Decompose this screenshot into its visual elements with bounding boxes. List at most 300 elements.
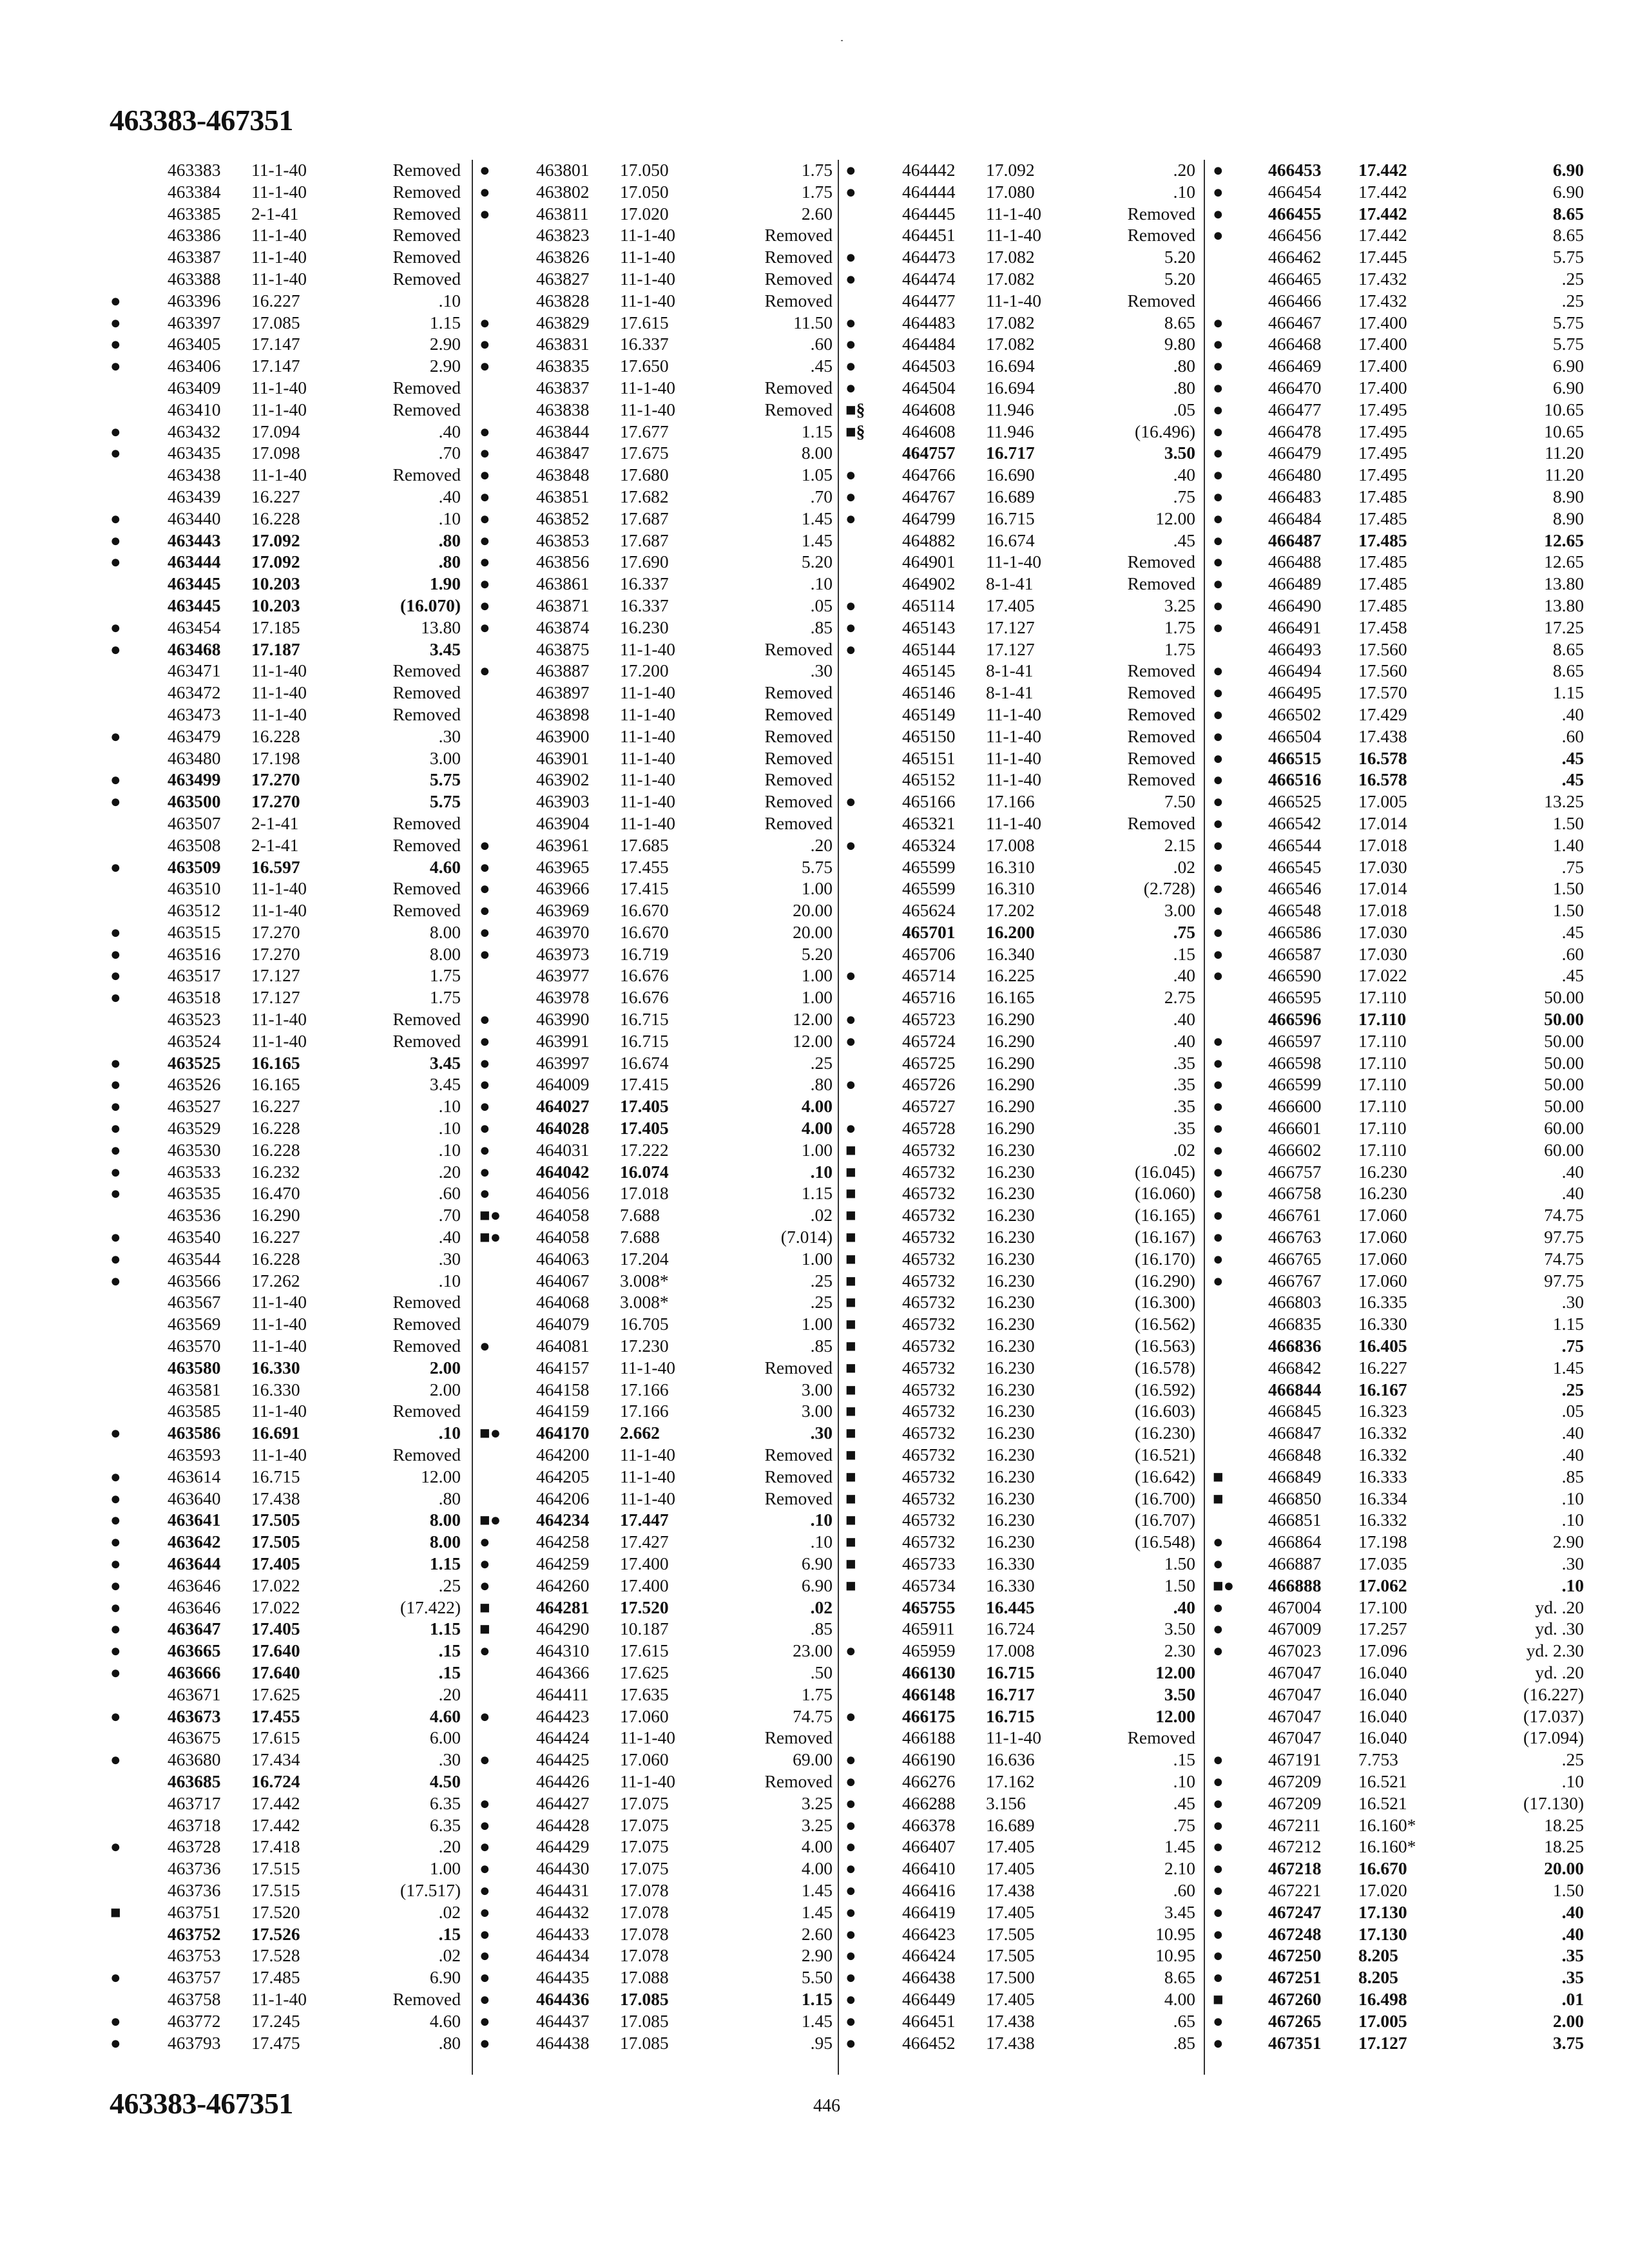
table-row — [838, 442, 1204, 464]
table-row — [1204, 1836, 1590, 1858]
item-value: .30 — [810, 1423, 833, 1443]
row-marker: ● — [1213, 486, 1224, 506]
item-number: 464445 — [902, 203, 956, 224]
item-number: 466836 — [1268, 1336, 1322, 1356]
row-marker: ● — [1213, 1532, 1224, 1552]
item-code: 16.330 — [251, 1357, 300, 1378]
table-row — [838, 1030, 1204, 1052]
item-number: 467351 — [1268, 2032, 1322, 2053]
item-code: 17.166 — [620, 1401, 669, 1421]
item-value: 8.00 — [801, 443, 833, 463]
item-code: 3.008* — [620, 1292, 669, 1312]
item-code: 17.445 — [1358, 247, 1407, 267]
item-number: 465149 — [902, 704, 956, 724]
item-number: 465732 — [902, 1270, 956, 1291]
item-value: (17.422) — [400, 1597, 461, 1617]
item-value: 8.65 — [1552, 639, 1584, 659]
item-value: .40 — [1561, 1923, 1584, 1944]
item-value: 50.00 — [1544, 1030, 1584, 1051]
table-row — [472, 1139, 838, 1161]
table-row — [472, 747, 838, 769]
item-value: 3.00 — [1164, 900, 1195, 921]
item-number: 464428 — [536, 1814, 590, 1835]
item-code: 16.405 — [1358, 1336, 1407, 1356]
table-row — [1204, 1901, 1590, 1923]
item-value: 17.25 — [1544, 617, 1584, 637]
item-code: 17.495 — [1358, 399, 1407, 419]
table-row — [838, 726, 1204, 747]
table-row — [106, 1422, 467, 1444]
item-code: 11-1-40 — [251, 1009, 307, 1030]
table-row — [472, 1771, 838, 1792]
item-code: 16.230 — [986, 1183, 1035, 1204]
item-code: 17.405 — [986, 1988, 1035, 2009]
item-code: 16.310 — [986, 878, 1035, 899]
table-row — [838, 1792, 1204, 1814]
item-number: 463529 — [168, 1118, 221, 1139]
table-row — [1204, 639, 1590, 660]
table-row — [106, 1597, 467, 1619]
table-row — [838, 617, 1204, 639]
item-code: 11-1-40 — [620, 769, 676, 790]
item-code: 17.640 — [251, 1640, 300, 1661]
table-row — [106, 1749, 467, 1771]
item-value: .25 — [1561, 1749, 1584, 1770]
item-code: 11-1-40 — [620, 225, 676, 245]
item-value: (16.548) — [1135, 1532, 1195, 1552]
item-value: .02 — [810, 1205, 833, 1225]
item-value: (16.227) — [1523, 1684, 1584, 1704]
item-value: 4.60 — [429, 1706, 461, 1726]
table-row — [838, 921, 1204, 943]
item-number: 466548 — [1268, 900, 1322, 921]
item-number: 466175 — [902, 1706, 956, 1726]
item-code: 17.438 — [986, 2010, 1035, 2031]
item-code: 17.030 — [1358, 943, 1407, 964]
item-number: 463973 — [536, 943, 590, 964]
table-row — [838, 399, 1204, 421]
item-value: .40 — [1561, 1161, 1584, 1182]
item-code: 11-1-40 — [251, 160, 307, 180]
item-code: 17.400 — [1358, 334, 1407, 354]
item-number: 466542 — [1268, 812, 1322, 833]
item-value: 1.75 — [429, 965, 461, 986]
row-marker: ■ — [845, 1423, 856, 1443]
item-value: 8.65 — [1164, 1967, 1195, 1988]
item-number: 464028 — [536, 1118, 590, 1139]
item-number: 466190 — [902, 1749, 956, 1770]
table-row — [838, 1182, 1204, 1204]
item-code: 11-1-40 — [251, 1030, 307, 1051]
item-number: 465734 — [902, 1575, 956, 1595]
item-value: Removed — [764, 639, 833, 659]
item-code: 8-1-41 — [986, 573, 1034, 594]
item-number: 466850 — [1268, 1488, 1322, 1508]
item-number: 466602 — [1268, 1139, 1322, 1160]
item-number: 463524 — [168, 1030, 221, 1051]
item-value: .85 — [1561, 1466, 1584, 1486]
table-row — [106, 464, 467, 486]
item-number: 463570 — [168, 1336, 221, 1356]
item-value: Removed — [1127, 225, 1195, 245]
item-number: 463388 — [168, 268, 221, 289]
item-number: 463410 — [168, 399, 221, 419]
item-code: 17.098 — [251, 443, 300, 463]
item-value: 1.75 — [1164, 639, 1195, 659]
item-value: 4.00 — [801, 1858, 833, 1879]
item-value: .10 — [438, 290, 461, 311]
item-value: 3.45 — [429, 1052, 461, 1073]
item-code: 17.625 — [620, 1662, 669, 1682]
item-value: 5.20 — [1164, 268, 1195, 289]
item-code: 16.230 — [986, 1248, 1035, 1269]
item-value: .60 — [1561, 943, 1584, 964]
item-value: .60 — [438, 1183, 461, 1204]
row-marker: ● — [845, 1640, 856, 1661]
item-number: 463586 — [168, 1423, 221, 1443]
item-code: 17.675 — [620, 443, 669, 463]
row-marker: ● — [479, 1183, 490, 1204]
item-value: 3.45 — [429, 639, 461, 659]
item-value: Removed — [392, 203, 461, 224]
row-marker: ● — [1213, 921, 1224, 942]
table-row — [106, 355, 467, 377]
item-number: 466419 — [902, 1901, 956, 1922]
table-row — [472, 573, 838, 595]
item-number: 463851 — [536, 486, 590, 506]
item-number: 466847 — [1268, 1423, 1322, 1443]
item-value: .80 — [438, 530, 461, 550]
item-number: 465732 — [902, 1357, 956, 1378]
item-code: 16.290 — [986, 1074, 1035, 1095]
item-number: 464200 — [536, 1445, 590, 1465]
item-value: 1.75 — [801, 1684, 833, 1704]
table-column-2 — [472, 159, 838, 2053]
item-value: .45 — [1561, 769, 1584, 790]
item-value: 1.45 — [801, 530, 833, 550]
row-marker: ● — [110, 1967, 121, 1988]
item-code: 17.085 — [620, 2032, 669, 2053]
item-code: 16.330 — [986, 1553, 1035, 1573]
item-code: 16.040 — [1358, 1662, 1407, 1682]
item-number: 463752 — [168, 1923, 221, 1944]
table-row — [1204, 486, 1590, 508]
table-row — [106, 769, 467, 791]
item-code: 11.946 — [986, 399, 1034, 419]
table-row — [472, 1901, 838, 1923]
item-code: 11-1-40 — [620, 704, 676, 724]
table-row — [472, 1161, 838, 1183]
item-number: 466466 — [1268, 290, 1322, 311]
item-code: 11-1-40 — [620, 812, 676, 833]
item-code: 11-1-40 — [620, 399, 676, 419]
item-number: 466276 — [902, 1771, 956, 1791]
item-number: 463751 — [168, 1901, 221, 1922]
row-marker: ● — [845, 465, 856, 485]
item-value: 5.75 — [429, 769, 461, 790]
item-number: 463666 — [168, 1662, 221, 1682]
table-row — [472, 2010, 838, 2032]
item-number: 464234 — [536, 1510, 590, 1530]
item-code: 17.008 — [986, 834, 1035, 855]
row-marker: ● — [1213, 1836, 1224, 1857]
table-row — [1204, 1792, 1590, 1814]
item-number: 466763 — [1268, 1227, 1322, 1247]
row-marker: ● — [1213, 465, 1224, 485]
item-number: 465725 — [902, 1052, 956, 1073]
item-number: 465732 — [902, 1532, 956, 1552]
item-number: 465732 — [902, 1183, 956, 1204]
table-row — [106, 1553, 467, 1575]
row-marker: ■● — [479, 1423, 501, 1443]
item-number: 463479 — [168, 726, 221, 746]
item-value: 97.75 — [1544, 1270, 1584, 1291]
row-marker: ● — [1213, 1074, 1224, 1095]
item-code: 2-1-41 — [251, 834, 299, 855]
item-value: Removed — [764, 812, 833, 833]
item-number: 466844 — [1268, 1379, 1322, 1399]
table-row — [106, 1531, 467, 1553]
row-marker: ● — [1213, 1814, 1224, 1835]
table-row — [1204, 399, 1590, 421]
item-number: 463853 — [536, 530, 590, 550]
item-code: 11-1-40 — [251, 399, 307, 419]
item-code: 11-1-40 — [251, 1988, 307, 2009]
item-number: 464799 — [902, 508, 956, 528]
row-marker: ● — [845, 312, 856, 332]
table-row — [838, 704, 1204, 726]
item-number: 463409 — [168, 377, 221, 398]
table-row — [838, 1139, 1204, 1161]
item-value: 69.00 — [793, 1749, 833, 1770]
item-value: 1.00 — [801, 1314, 833, 1334]
item-value: 3.50 — [1164, 443, 1195, 463]
row-marker: ● — [110, 1532, 121, 1552]
row-marker: ● — [110, 987, 121, 1008]
table-row — [1204, 464, 1590, 486]
table-row — [1204, 355, 1590, 377]
table-row — [838, 1553, 1204, 1575]
row-marker: ■ — [845, 1314, 856, 1334]
row-marker: ● — [845, 356, 856, 376]
table-row — [1204, 834, 1590, 856]
table-row — [106, 246, 467, 268]
table-row — [838, 1466, 1204, 1488]
item-value: 2.90 — [429, 356, 461, 376]
row-marker: ● — [845, 965, 856, 986]
item-value: 8.00 — [429, 1510, 461, 1530]
item-code: 17.166 — [986, 791, 1035, 812]
item-number: 463837 — [536, 377, 590, 398]
item-code: 16.470 — [251, 1183, 300, 1204]
item-code: 17.202 — [986, 900, 1035, 921]
item-value: Removed — [392, 377, 461, 398]
item-value: .10 — [438, 1423, 461, 1443]
item-code: 17.022 — [251, 1575, 300, 1595]
item-number: 466487 — [1268, 530, 1322, 550]
table-row — [472, 769, 838, 791]
item-code: 17.075 — [620, 1836, 669, 1857]
table-row — [1204, 1095, 1590, 1117]
row-marker: ● — [1213, 399, 1224, 419]
item-value: .15 — [1173, 943, 1195, 964]
item-number: 466516 — [1268, 769, 1322, 790]
item-code: 17.442 — [251, 1792, 300, 1813]
item-value: 2.10 — [1164, 1858, 1195, 1879]
item-code: 11-1-40 — [620, 1771, 676, 1791]
item-code: 17.485 — [1358, 530, 1407, 550]
row-marker: ● — [110, 421, 121, 441]
item-code: 17.270 — [251, 943, 300, 964]
table-row — [838, 1618, 1204, 1640]
row-marker: ■ — [110, 1901, 121, 1922]
item-code: 16.074 — [620, 1161, 669, 1182]
item-number: 464608 — [902, 399, 956, 419]
item-value: 2.90 — [429, 334, 461, 354]
item-number: 463961 — [536, 834, 590, 855]
item-value: 1.45 — [801, 1901, 833, 1922]
item-code: 17.257 — [1358, 1619, 1407, 1639]
table-row — [1204, 1466, 1590, 1488]
item-value: 11.50 — [793, 312, 833, 332]
item-value: .30 — [438, 726, 461, 746]
row-marker: ● — [479, 2010, 490, 2031]
item-number: 466587 — [1268, 943, 1322, 964]
item-number: 463874 — [536, 617, 590, 637]
table-row — [838, 1357, 1204, 1379]
item-code: 17.030 — [1358, 856, 1407, 877]
item-number: 466546 — [1268, 878, 1322, 899]
item-number: 463386 — [168, 225, 221, 245]
item-code: 17.405 — [620, 1096, 669, 1117]
row-marker: ● — [845, 1988, 856, 2009]
item-code: 16.228 — [251, 1139, 300, 1160]
item-code: 11-1-40 — [986, 1727, 1042, 1748]
item-code: 16.230 — [986, 1488, 1035, 1508]
table-row — [106, 812, 467, 834]
table-row — [838, 2010, 1204, 2032]
item-value: 1.45 — [1552, 1357, 1584, 1378]
item-number: 463438 — [168, 465, 221, 485]
row-marker: ● — [1213, 2010, 1224, 2031]
item-value: 4.00 — [1164, 1988, 1195, 2009]
table-row — [106, 159, 467, 181]
row-marker: ● — [110, 2032, 121, 2053]
item-code: 16.167 — [1358, 1379, 1407, 1399]
row-marker: ● — [479, 595, 490, 615]
item-number: 465727 — [902, 1096, 956, 1117]
row-marker: ● — [1213, 1597, 1224, 1617]
row-marker: ● — [845, 595, 856, 615]
item-code: 16.230 — [986, 1161, 1035, 1182]
item-value: 1.45 — [801, 2010, 833, 2031]
item-value: .10 — [438, 1270, 461, 1291]
item-value: Removed — [392, 812, 461, 833]
table-row — [472, 1270, 838, 1292]
row-marker: ■ — [845, 1466, 856, 1486]
item-code: 17.677 — [620, 421, 669, 441]
item-value: Removed — [764, 1445, 833, 1465]
item-code: 17.060 — [1358, 1205, 1407, 1225]
item-number: 466478 — [1268, 421, 1322, 441]
item-number: 466491 — [1268, 617, 1322, 637]
item-value: (16.521) — [1135, 1445, 1195, 1465]
row-marker: ● — [845, 508, 856, 528]
table-row — [472, 595, 838, 617]
item-value: 1.75 — [801, 181, 833, 202]
item-code: 16.332 — [1358, 1510, 1407, 1530]
table-row — [838, 1117, 1204, 1139]
item-value: 3.25 — [801, 1792, 833, 1813]
item-code: 17.438 — [986, 2032, 1035, 2053]
item-number: 466468 — [1268, 334, 1322, 354]
item-code: 16.334 — [1358, 1488, 1407, 1508]
row-marker: ● — [1213, 334, 1224, 354]
item-code: 16.230 — [986, 1379, 1035, 1399]
row-marker: ■§ — [845, 399, 865, 419]
item-number: 464442 — [902, 160, 956, 180]
table-row — [838, 355, 1204, 377]
item-value: Removed — [764, 225, 833, 245]
table-row — [1204, 1073, 1590, 1095]
item-value: 1.00 — [801, 878, 833, 899]
table-row — [472, 1030, 838, 1052]
item-code: 17.475 — [251, 2032, 300, 2053]
row-marker: ● — [845, 377, 856, 398]
item-number: 465143 — [902, 617, 956, 637]
table-row — [472, 1488, 838, 1510]
item-value: .10 — [438, 508, 461, 528]
item-code: 11-1-40 — [620, 377, 676, 398]
item-code: 16.340 — [986, 943, 1035, 964]
row-marker: ● — [1213, 508, 1224, 528]
row-marker: ● — [845, 2032, 856, 2053]
item-number: 464503 — [902, 356, 956, 376]
table-row — [472, 921, 838, 943]
item-number: 466598 — [1268, 1052, 1322, 1073]
item-code: 16.290 — [986, 1030, 1035, 1051]
table-row — [1204, 1248, 1590, 1270]
row-marker: ■ — [845, 1139, 856, 1160]
table-row — [1204, 943, 1590, 965]
item-value: (16.170) — [1135, 1248, 1195, 1269]
table-row — [1204, 704, 1590, 726]
table-row — [472, 312, 838, 334]
item-code: 17.485 — [1358, 552, 1407, 572]
item-number: 464423 — [536, 1706, 590, 1726]
item-code: 11-1-40 — [251, 660, 307, 681]
table-row — [106, 551, 467, 573]
table-row — [1204, 1400, 1590, 1422]
row-marker: ● — [479, 1923, 490, 1944]
item-value: (16.563) — [1135, 1336, 1195, 1356]
item-code: 11-1-40 — [986, 769, 1042, 790]
item-code: 7.688 — [620, 1205, 660, 1225]
table-row — [1204, 1422, 1590, 1444]
table-row — [838, 1095, 1204, 1117]
table-row — [472, 1879, 838, 1901]
item-code: 16.670 — [620, 921, 669, 942]
item-value: 50.00 — [1544, 1096, 1584, 1117]
item-value: 8.90 — [1552, 508, 1584, 528]
item-number: 466452 — [902, 2032, 956, 2053]
table-row — [106, 1771, 467, 1792]
row-marker: ● — [110, 1749, 121, 1770]
item-value: 1.00 — [801, 1248, 833, 1269]
item-code: 17.400 — [620, 1553, 669, 1573]
item-code: 17.438 — [251, 1488, 300, 1508]
item-value: 18.25 — [1544, 1814, 1584, 1835]
